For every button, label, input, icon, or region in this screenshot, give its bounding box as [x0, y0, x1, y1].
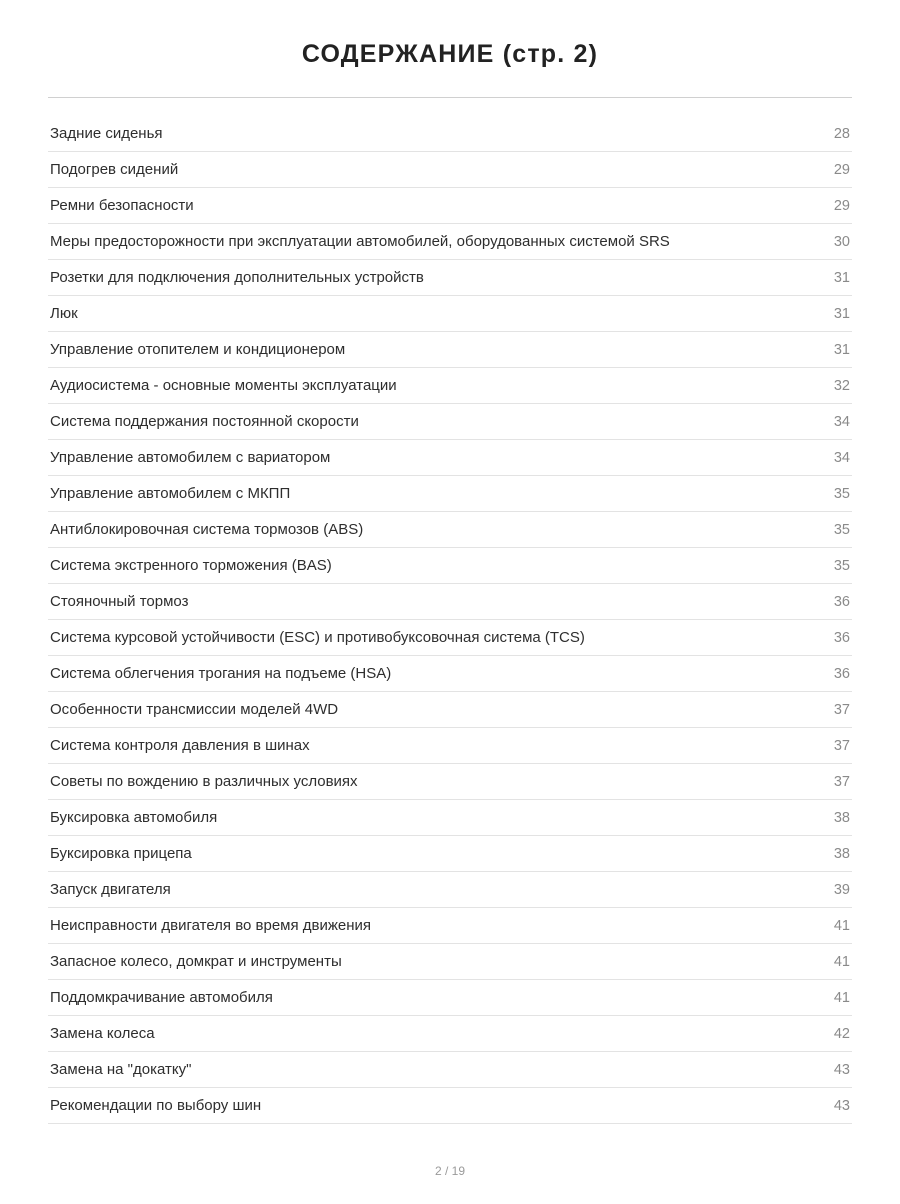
- toc-entry-page: 35: [833, 522, 850, 538]
- toc-entry-label: Люк: [50, 305, 78, 322]
- table-of-contents: [48, 116, 852, 1124]
- toc-entry[interactable]: [48, 404, 852, 440]
- toc-entry-page: 30: [833, 234, 850, 250]
- toc-entry-page: 38: [833, 846, 850, 862]
- page-title: СОДЕРЖАНИЕ (стр. 2): [301, 40, 599, 68]
- toc-entry-page: 31: [833, 270, 850, 286]
- toc-entry-label: Система облегчения трогания на подъеме (HSA): [50, 665, 392, 682]
- toc-entry[interactable]: [48, 260, 852, 296]
- toc-entry-label: Система курсовой устойчивости (ESC) и противобуксовочная система (TCS): [50, 629, 585, 646]
- toc-entry[interactable]: [48, 296, 852, 332]
- toc-entry[interactable]: [48, 728, 852, 764]
- toc-entry-page: 42: [833, 1026, 850, 1042]
- toc-entry[interactable]: [48, 224, 852, 260]
- toc-entry-page: 29: [833, 198, 850, 214]
- toc-entry-page: 28: [833, 126, 850, 142]
- toc-entry-page: 37: [833, 702, 850, 718]
- toc-entry-label: Управление автомобилем с МКПП: [50, 485, 291, 502]
- toc-entry-page: 39: [833, 882, 850, 898]
- toc-entry[interactable]: [48, 332, 852, 368]
- toc-entry-page: 34: [833, 450, 850, 466]
- toc-entry[interactable]: [48, 656, 852, 692]
- toc-entry-label: Система экстренного торможения (BAS): [50, 557, 332, 574]
- toc-entry-label: Стояночный тормоз: [50, 593, 189, 610]
- toc-entry[interactable]: [48, 440, 852, 476]
- toc-entry-page: 35: [833, 558, 850, 574]
- toc-entry-page: 43: [833, 1098, 850, 1114]
- toc-entry[interactable]: [48, 584, 852, 620]
- toc-entry-label: Ремни безопасности: [50, 197, 194, 214]
- title-divider: [48, 97, 852, 98]
- toc-entry-page: 37: [833, 774, 850, 790]
- toc-entry-label: Подогрев сидений: [50, 161, 179, 178]
- toc-entry-label: Буксировка прицепа: [50, 845, 192, 862]
- toc-entry[interactable]: [48, 368, 852, 404]
- toc-entry-label: Особенности трансмиссии моделей 4WD: [50, 701, 339, 718]
- toc-entry[interactable]: [48, 152, 852, 188]
- toc-entry-label: Советы по вождению в различных условиях: [50, 773, 358, 790]
- toc-entry-label: Буксировка автомобиля: [50, 809, 218, 826]
- toc-entry[interactable]: [48, 836, 852, 872]
- toc-entry-page: 31: [833, 342, 850, 358]
- toc-entry-label: Система поддержания постоянной скорости: [50, 413, 359, 430]
- toc-entry-page: 36: [833, 666, 850, 682]
- toc-entry-page: 35: [833, 486, 850, 502]
- toc-entry[interactable]: [48, 548, 852, 584]
- toc-entry-label: Замена на "докатку": [50, 1061, 192, 1078]
- toc-entry-page: 29: [833, 162, 850, 178]
- toc-entry[interactable]: [48, 620, 852, 656]
- toc-entry[interactable]: [48, 764, 852, 800]
- toc-entry-label: Аудиосистема - основные моменты эксплуатации: [50, 377, 397, 394]
- toc-entry[interactable]: [48, 476, 852, 512]
- toc-entry[interactable]: [48, 692, 852, 728]
- toc-entry-page: 41: [833, 918, 850, 934]
- toc-entry-label: Запуск двигателя: [50, 881, 171, 898]
- toc-entry[interactable]: [48, 980, 852, 1016]
- toc-entry[interactable]: [48, 116, 852, 152]
- toc-entry-page: 41: [833, 954, 850, 970]
- toc-entry[interactable]: [48, 1016, 852, 1052]
- toc-entry-label: Антиблокировочная система тормозов (ABS): [50, 521, 364, 538]
- toc-entry-page: 37: [833, 738, 850, 754]
- toc-entry-label: Запасное колесо, домкрат и инструменты: [50, 953, 342, 970]
- toc-entry-label: Система контроля давления в шинах: [50, 737, 310, 754]
- toc-entry-page: 31: [833, 306, 850, 322]
- toc-entry-page: 43: [833, 1062, 850, 1078]
- toc-entry[interactable]: [48, 1088, 852, 1124]
- toc-entry-label: Рекомендации по выбору шин: [50, 1097, 262, 1114]
- toc-entry[interactable]: [48, 188, 852, 224]
- toc-entry-page: 41: [833, 990, 850, 1006]
- toc-entry-label: Неисправности двигателя во время движения: [50, 917, 372, 934]
- toc-entry-page: 38: [833, 810, 850, 826]
- toc-entry[interactable]: [48, 944, 852, 980]
- toc-entry-label: Замена колеса: [50, 1025, 155, 1042]
- toc-entry[interactable]: [48, 800, 852, 836]
- toc-entry-label: Управление отопителем и кондиционером: [50, 341, 346, 358]
- toc-entry-label: Поддомкрачивание автомобиля: [50, 989, 273, 1006]
- toc-entry-page: 32: [833, 378, 850, 394]
- toc-entry[interactable]: [48, 872, 852, 908]
- toc-entry[interactable]: [48, 1052, 852, 1088]
- toc-entry-label: Меры предосторожности при эксплуатации автомобилей, оборудованных системой SRS: [50, 233, 670, 250]
- toc-entry-label: Управление автомобилем с вариатором: [50, 449, 331, 466]
- toc-entry-label: Задние сиденья: [50, 125, 163, 142]
- toc-entry-page: 34: [833, 414, 850, 430]
- toc-entry-label: Розетки для подключения дополнительных устройств: [50, 269, 424, 286]
- toc-entry-page: 36: [833, 594, 850, 610]
- toc-entry-page: 36: [833, 630, 850, 646]
- toc-entry[interactable]: [48, 908, 852, 944]
- page-footer: 2 / 19: [434, 1164, 466, 1178]
- toc-entry[interactable]: [48, 512, 852, 548]
